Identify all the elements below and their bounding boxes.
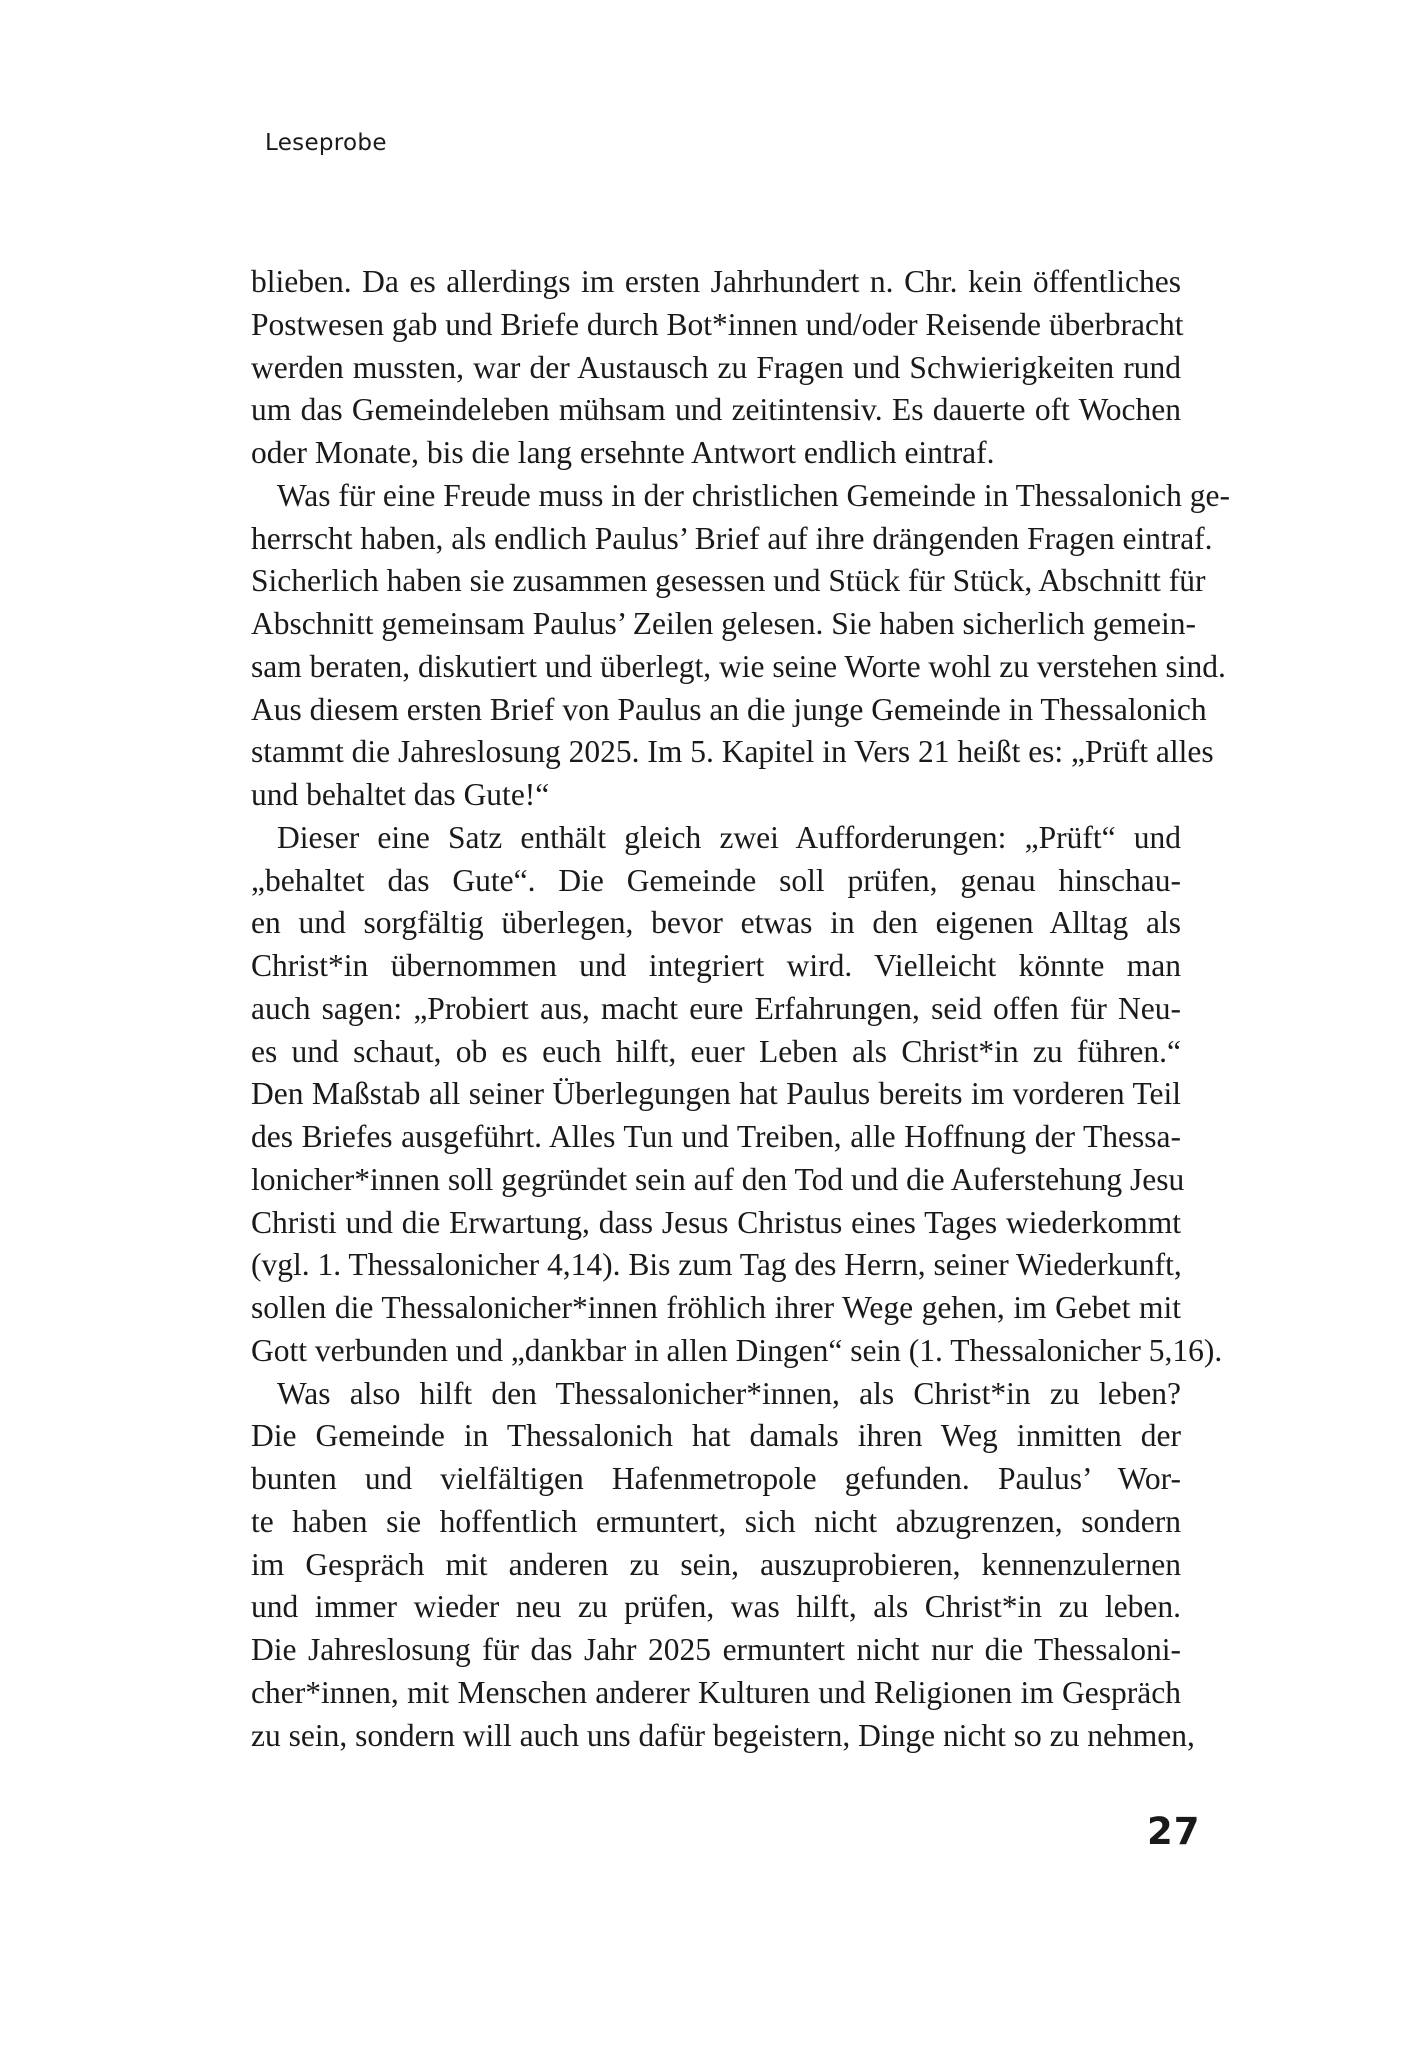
text-line: Postwesen gab und Briefe durch Bot*innen und/oder Reisende überbracht [251,306,1184,342]
text-line: Den Maßstab all seiner Überlegungen hat Paulus bereits im vorderen Teil [251,1076,1181,1112]
text-line: um das Gemeindeleben mühsam und zeitintensiv. Es dauerte oft Wochen [251,392,1181,428]
text-line: und immer wieder neu zu prüfen, was hilft, als Christ*in zu leben. [251,1589,1181,1625]
paragraph-3 [251,817,1223,1373]
page-number: 27 [1147,1810,1201,1853]
text-line: Die Jahreslosung für das Jahr 2025 ermuntert nicht nur die Thessaloni- [251,1632,1181,1667]
text-line: stammt die Jahreslosung 2025. Im 5. Kapitel in Vers 21 heißt es: „Prüft alles [251,734,1214,770]
text-line: oder Monate, bis die lang ersehnte Antwort endlich eintraf. [251,435,995,470]
text-line: Abschnitt gemeinsam Paulus’ Zeilen gelesen. Sie haben sicherlich gemein- [251,606,1197,641]
text-line: Gott verbunden und „dankbar in allen Dingen“ sein (1. Thessalonicher 5,16). [251,1332,1223,1368]
text-line: Was für eine Freude muss in der christlichen Gemeinde in Thessalonich ge- [277,477,1230,513]
text-line: blieben. Da es allerdings im ersten Jahrhundert n. Chr. kein öffentliches [251,264,1181,299]
text-line: werden mussten, war der Austausch zu Fragen und Schwierigkeiten rund [251,349,1181,385]
text-line: sam beraten, diskutiert und überlegt, wie seine Worte wohl zu verstehen sind. [251,648,1226,684]
text-line: lonicher*innen soll gegründet sein auf den Tod und die Auferstehung Jesu [251,1161,1185,1197]
body-text [251,261,1230,1757]
running-head: Leseprobe [265,130,387,156]
paragraph-4 [251,1373,1195,1758]
text-line: im Gespräch mit anderen zu sein, auszuprobieren, kennenzulernen [251,1546,1181,1582]
text-line: en und sorgfältig überlegen, bevor etwas in den eigenen Alltag als [251,905,1181,941]
text-line: herrscht haben, als endlich Paulus’ Brief auf ihre drängenden Fragen eintraf. [251,520,1213,556]
text-line: Was also hilft den Thessalonicher*innen, als Christ*in zu leben? [277,1375,1181,1411]
paragraph-2 [251,475,1230,817]
paragraph-1 [251,261,1184,475]
text-line: Die Gemeinde in Thessalonich hat damals ihren Weg inmitten der [251,1418,1181,1454]
text-line: sollen die Thessalonicher*innen fröhlich ihrer Wege gehen, im Gebet mit [251,1290,1181,1325]
text-line: des Briefes ausgeführt. Alles Tun und Treiben, alle Hoffnung der Thessa- [251,1119,1181,1154]
text-line: bunten und vielfältigen Hafenmetropole gefunden. Paulus’ Wor- [251,1461,1181,1496]
text-line: Aus diesem ersten Brief von Paulus an die junge Gemeinde in Thessalonich [251,691,1207,727]
text-line: Christ*in übernommen und integriert wird. Vielleicht könnte man [251,948,1181,983]
text-line: te haben sie hoffentlich ermuntert, sich nicht abzugrenzen, sondern [251,1503,1181,1539]
text-line: es und schaut, ob es euch hilft, euer Leben als Christ*in zu führen.“ [251,1033,1181,1069]
text-line: Sicherlich haben sie zusammen gesessen und Stück für Stück, Abschnitt für [251,563,1206,599]
text-line: „behaltet das Gute“. Die Gemeinde soll prüfen, genau hinschau- [251,862,1181,898]
text-line: cher*innen, mit Menschen anderer Kulturen und Religionen im Gespräch [251,1674,1181,1710]
text-line: zu sein, sondern will auch uns dafür begeistern, Dinge nicht so zu nehmen, [251,1717,1195,1753]
text-line: auch sagen: „Probiert aus, macht eure Erfahrungen, seid offen für Neu- [251,990,1181,1026]
text-line: (vgl. 1. Thessalonicher 4,14). Bis zum Tag des Herrn, seiner Wiederkunft, [251,1247,1182,1283]
text-line: Christi und die Erwartung, dass Jesus Christus eines Tages wiederkommt [251,1204,1181,1240]
text-line: Dieser eine Satz enthält gleich zwei Aufforderungen: „Prüft“ und [277,819,1181,855]
text-line: und behaltet das Gute!“ [251,777,550,812]
